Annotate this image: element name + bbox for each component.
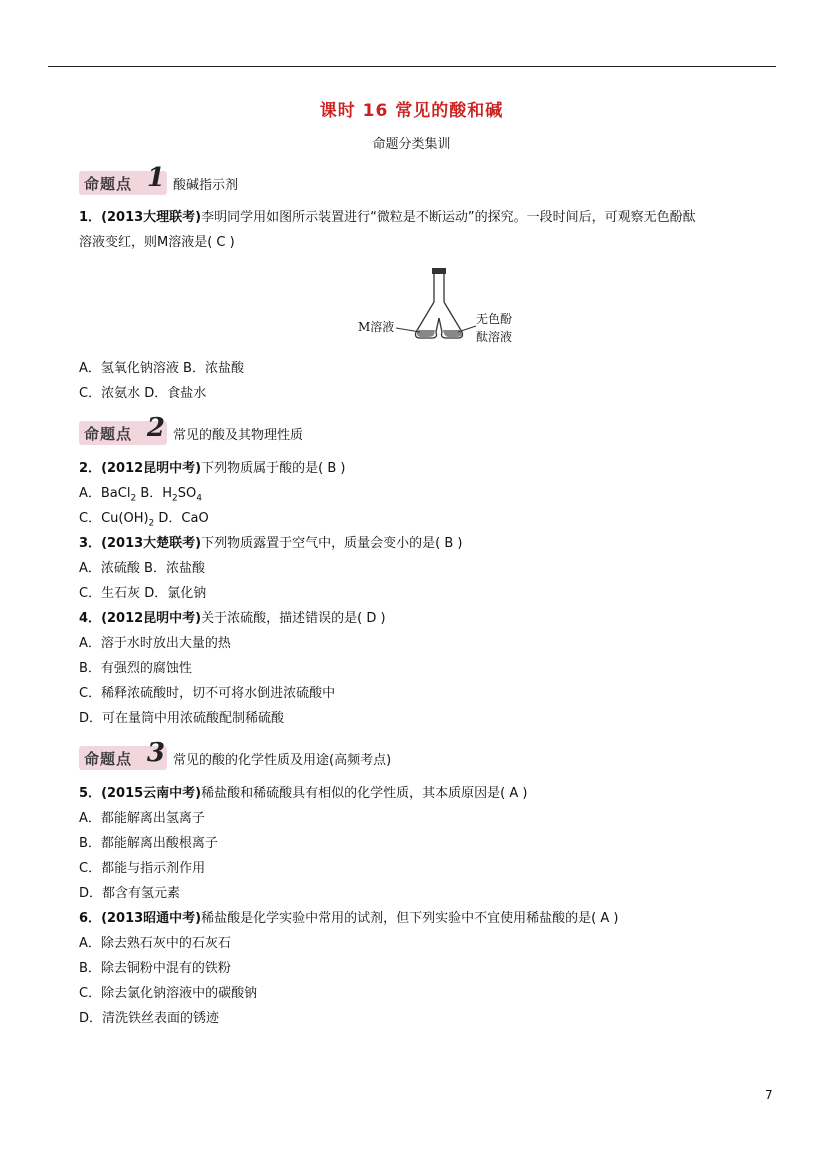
- q3-options-row2: C．生石灰 D．氯化钠: [79, 586, 207, 601]
- q-number: 3: [79, 536, 89, 551]
- q-stem: 关于浓硫酸，描述错误的是( D ): [201, 611, 386, 626]
- page-title: 课时 16 常见的酸和碱: [319, 101, 504, 121]
- topic-badge: [79, 738, 167, 770]
- q6-option-a: A．除去熟石灰中的石灰石: [79, 936, 231, 951]
- badge-number: 1: [146, 163, 165, 193]
- q-source: (2013大楚联考): [101, 536, 202, 551]
- q-source: (2015云南中考): [101, 786, 202, 801]
- badge-label: 命题点: [84, 424, 133, 443]
- q-number: 1: [79, 210, 89, 225]
- q-number: 6: [79, 911, 89, 926]
- badge-label: 命题点: [84, 174, 133, 193]
- topic-1-header: [79, 163, 239, 195]
- formula-part: SO: [177, 486, 197, 501]
- topic-badge: [79, 413, 167, 445]
- q2-stem: 2．(2012昆明中考)下列物质属于酸的是( B ): [79, 461, 346, 476]
- badge-number: 2: [146, 413, 165, 443]
- topic-title: 常见的酸的化学性质及用途(高频考点): [173, 752, 392, 768]
- q-stem: 稀盐酸是化学实验中常用的试剂，但下列实验中不宜使用稀盐酸的是( A ): [201, 911, 619, 926]
- y-tube-figure: [352, 266, 532, 348]
- q-stem: 下列物质属于酸的是( B ): [201, 461, 346, 476]
- q3-stem: 3．(2013大楚联考)下列物质露置于空气中，质量会变小的是( B ): [79, 536, 463, 551]
- q-source: (2013大理联考): [101, 210, 202, 225]
- page-number: 7: [765, 1088, 773, 1102]
- q-number: 5: [79, 786, 89, 801]
- subscript: 2: [148, 518, 155, 529]
- topic-badge: [79, 163, 167, 195]
- q6-option-b: B．除去铜粉中混有的铁粉: [79, 961, 231, 976]
- page-subtitle: 命题分类集训: [372, 137, 451, 152]
- q2-options-row2: [79, 510, 209, 533]
- q1-line2: 溶液变红，则M溶液是( C ): [79, 235, 235, 250]
- q-number: 4: [79, 611, 89, 626]
- fig-label-phenol-2: 酞溶液: [476, 330, 513, 344]
- subscript: 2: [172, 493, 178, 504]
- q3-options-row1: A．浓硫酸 B．浓盐酸: [79, 561, 205, 576]
- q1-options-row1: A．氢氧化钠溶液 B．浓盐酸: [79, 361, 244, 376]
- q4-option-d: D．可在量筒中用浓硫酸配制稀硫酸: [79, 711, 285, 726]
- option-b: B．H: [136, 486, 173, 501]
- topic-title: 常见的酸及其物理性质: [173, 427, 304, 443]
- fig-label-phenol-1: 无色酚: [476, 312, 513, 326]
- q5-stem: 5．(2015云南中考)稀盐酸和稀硫酸具有相似的化学性质，其本质原因是( A ): [79, 786, 528, 801]
- q1-options-row2: C．浓氨水 D．食盐水: [79, 386, 207, 401]
- q-number: 2: [79, 461, 89, 476]
- q5-option-b: B．都能解离出酸根离子: [79, 836, 218, 851]
- badge-number: 3: [146, 738, 165, 768]
- topic-title: 酸碱指示剂: [173, 177, 239, 193]
- q4-stem: 4．(2012昆明中考)关于浓硫酸，描述错误的是( D ): [79, 611, 386, 626]
- option-a: A．BaCl: [79, 486, 131, 501]
- option-c: C．Cu(OH): [79, 511, 149, 526]
- q-stem: 李明同学用如图所示装置进行“微粒是不断运动”的探究。一段时间后，可观察无色酚酞: [201, 210, 696, 225]
- q-source: (2012昆明中考): [101, 461, 202, 476]
- q4-option-b: B．有强烈的腐蚀性: [79, 661, 192, 676]
- q2-options-row1: [79, 485, 202, 508]
- q4-option-c: C．稀释浓硫酸时，切不可将水倒进浓硫酸中: [79, 686, 336, 701]
- header-rule: [48, 66, 776, 67]
- q6-option-c: C．除去氯化钠溶液中的碳酸钠: [79, 986, 258, 1001]
- q4-option-a: A．溶于水时放出大量的热: [79, 636, 231, 651]
- q5-option-c: C．都能与指示剂作用: [79, 861, 206, 876]
- badge-label: 命题点: [84, 749, 133, 768]
- q6-stem: 6．(2013昭通中考)稀盐酸是化学实验中常用的试剂，但下列实验中不宜使用稀盐酸的是( A ): [79, 911, 619, 926]
- q5-option-d: D．都含有氢元素: [79, 886, 181, 901]
- q-source: (2012昆明中考): [101, 611, 202, 626]
- q-stem: 稀盐酸和稀硫酸具有相似的化学性质，其本质原因是( A ): [201, 786, 528, 801]
- q1-line1: 1．(2013大理联考)李明同学用如图所示装置进行“微粒是不断运动”的探究。一段时间后，可观察无色酚酞: [79, 210, 696, 225]
- q-source: (2013昭通中考): [101, 911, 202, 926]
- q-stem: 下列物质露置于空气中，质量会变小的是( B ): [201, 536, 463, 551]
- q5-option-a: A．都能解离出氢离子: [79, 811, 205, 826]
- subscript: 4: [196, 493, 202, 504]
- option-d: D．CaO: [154, 511, 209, 526]
- topic-3-header: [79, 738, 392, 770]
- subscript: 2: [130, 493, 137, 504]
- topic-2-header: [79, 413, 304, 445]
- fig-label-m: M溶液: [358, 320, 395, 334]
- q6-option-d: D．清洗铁丝表面的锈迹: [79, 1011, 220, 1026]
